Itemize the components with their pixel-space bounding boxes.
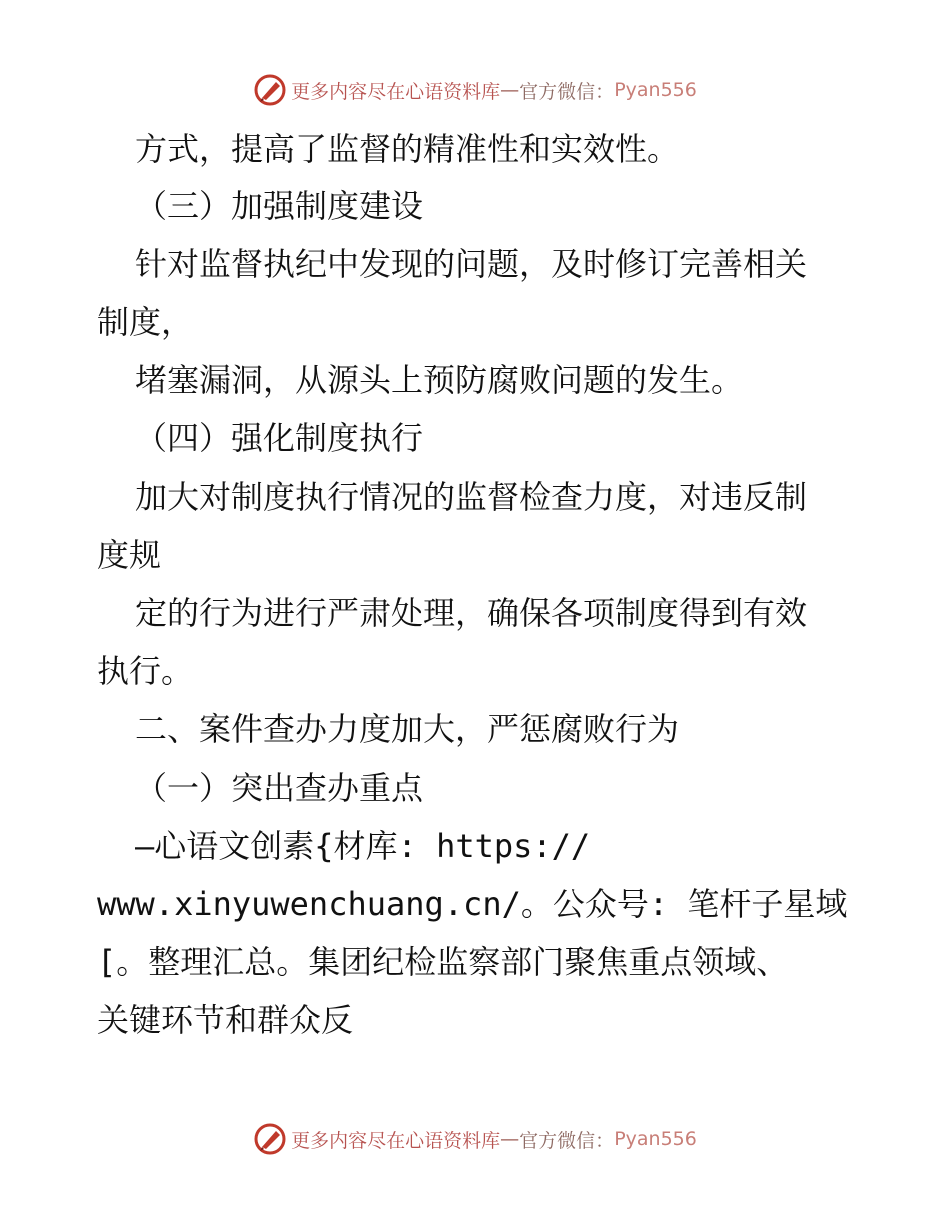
- banner-main-text: 更多内容尽在心语资料库: [291, 80, 501, 103]
- banner-wechat-id: Pyan556: [614, 1128, 697, 1150]
- paragraph-line: 关键环节和群众反: [97, 1001, 354, 1039]
- paragraph-line: —心语文创素{材库: https://: [135, 827, 591, 865]
- paragraph-line: 针对监督执纪中发现的问题，及时修订完善相关: [135, 245, 808, 283]
- banner-wechat-label: 官方微信：: [519, 1129, 615, 1152]
- paragraph-line: www.xinyuwenchuang.cn/。公众号: 笔杆子星域: [97, 885, 848, 923]
- banner-wechat-id: Pyan556: [614, 79, 697, 101]
- paragraph-line: 堵塞漏洞，从源头上预防腐败问题的发生。: [135, 361, 744, 399]
- footer-banner: [0, 1119, 950, 1159]
- section-heading: （一）突出查办重点: [135, 769, 424, 807]
- section-heading: （三）加强制度建设: [135, 187, 424, 225]
- pen-logo-icon: [253, 1122, 287, 1156]
- banner-separator: —: [500, 79, 520, 101]
- banner-separator: —: [500, 1128, 520, 1150]
- paragraph-line: 方式，提高了监督的精准性和实效性。: [135, 130, 680, 168]
- section-heading: （四）强化制度执行: [135, 419, 424, 457]
- paragraph-line: 加大对制度执行情况的监督检查力度，对违反制: [135, 478, 808, 516]
- paragraph-line: [。整理汇总。集团纪检监察部门聚焦重点领域、: [97, 943, 789, 981]
- paragraph-line: 执行。: [97, 652, 194, 690]
- chapter-heading: 二、案件查办力度加大，严惩腐败行为: [135, 710, 680, 748]
- paragraph-line: 定的行为进行严肃处理，确保各项制度得到有效: [135, 594, 808, 632]
- banner-wechat-label: 官方微信：: [519, 80, 615, 103]
- paragraph-line: 度规: [97, 536, 162, 574]
- paragraph-line: 制度，: [97, 303, 194, 341]
- banner-main-text: 更多内容尽在心语资料库: [291, 1129, 501, 1152]
